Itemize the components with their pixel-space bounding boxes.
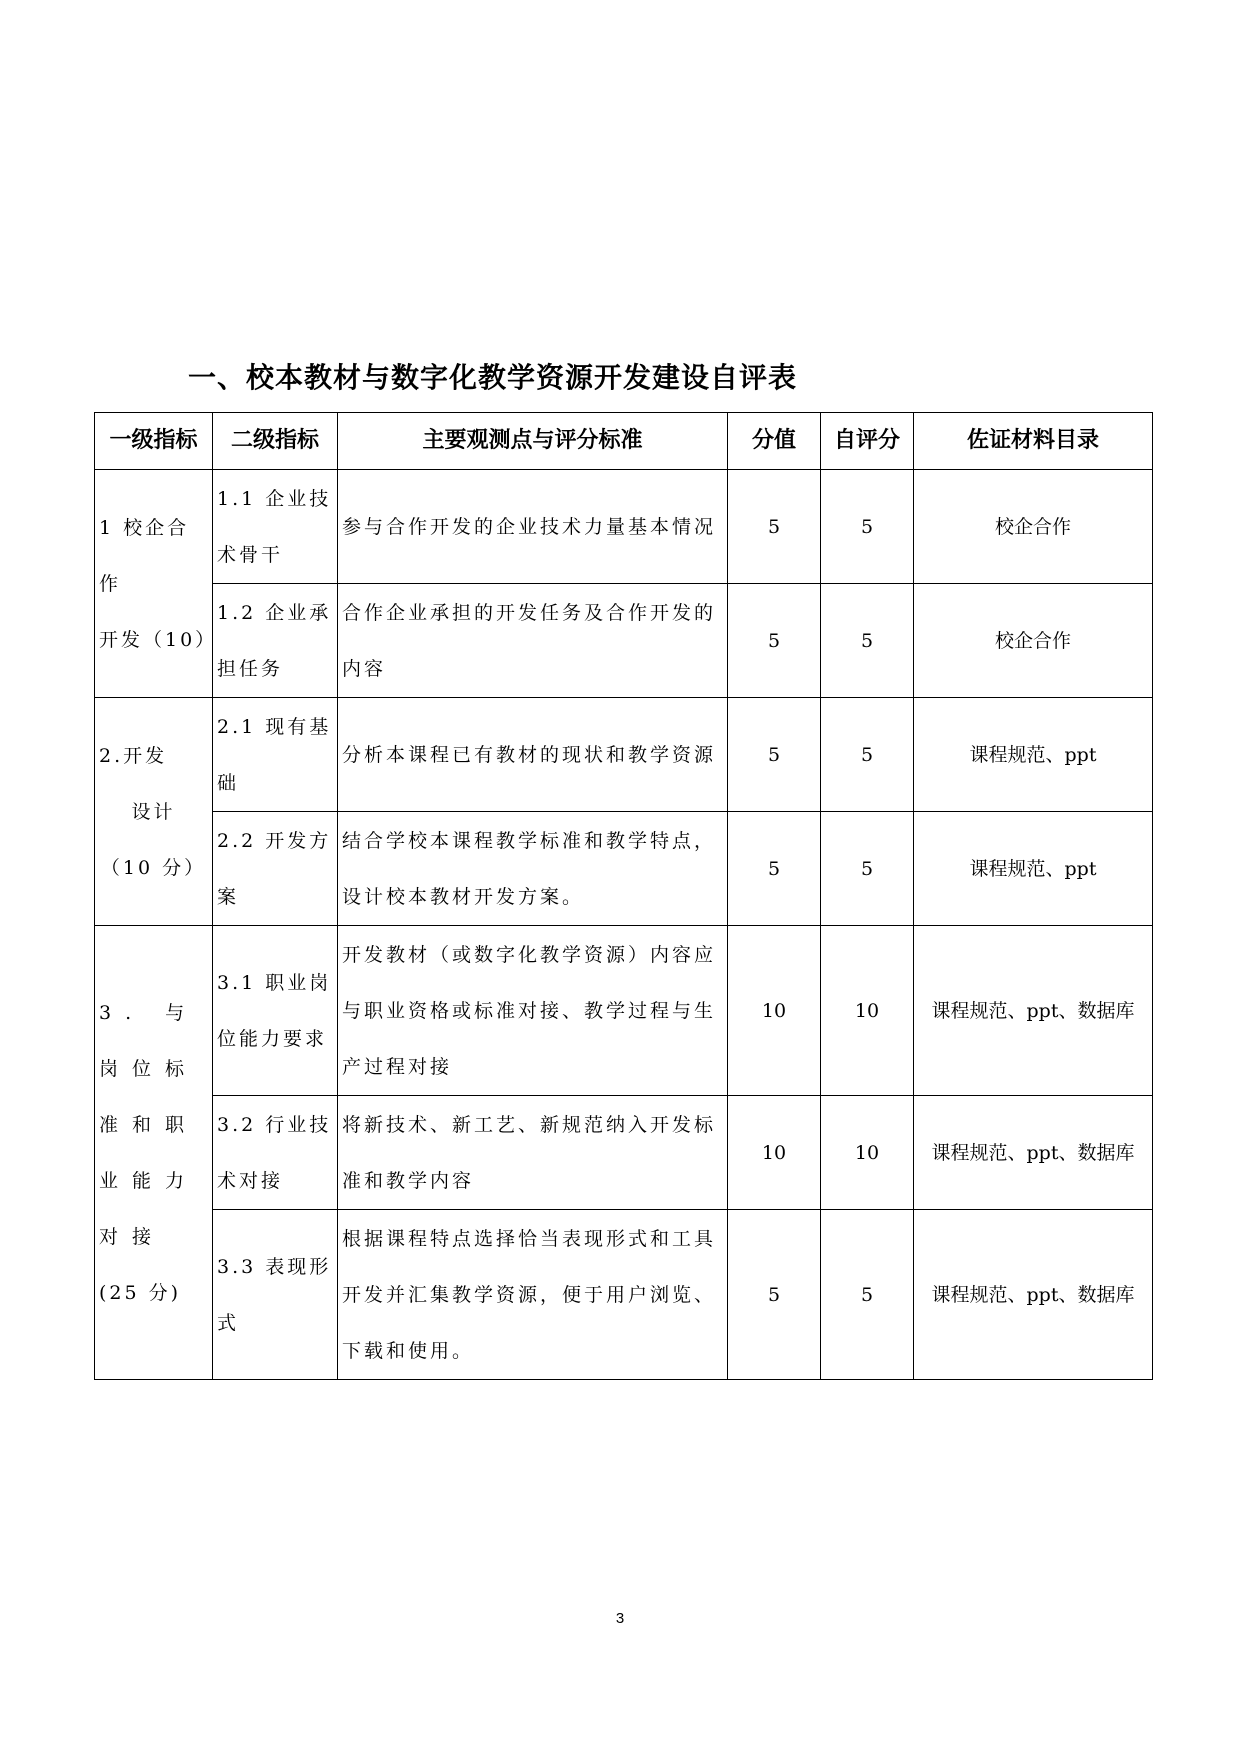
criteria-cell: 将新技术、新工艺、新规范纳入开发标准和教学内容 — [338, 1096, 728, 1210]
score-cell: 5 — [728, 470, 821, 584]
table-row — [95, 1096, 1153, 1210]
score-cell: 5 — [728, 1210, 821, 1380]
header-evidence: 佐证材料目录 — [914, 413, 1153, 470]
level1-line: 1 校企合作 — [99, 516, 190, 595]
self-score-cell: 10 — [821, 926, 914, 1096]
evidence-cell: 校企合作 — [914, 584, 1153, 698]
evidence-cell: 校企合作 — [914, 470, 1153, 584]
header-criteria: 主要观测点与评分标准 — [338, 413, 728, 470]
level1-cell — [95, 926, 213, 1380]
self-score-cell: 5 — [821, 812, 914, 926]
header-score: 分值 — [728, 413, 821, 470]
level1-line: （10 分） — [100, 856, 207, 879]
page-title: 一、校本教材与数字化教学资源开发建设自评表 — [188, 361, 798, 394]
score-cell: 5 — [728, 584, 821, 698]
level2-cell: 3.2 行业技术对接 — [213, 1096, 338, 1210]
score-cell: 10 — [728, 926, 821, 1096]
criteria-cell: 开发教材（或数字化教学资源）内容应与职业资格或标准对接、教学过程与生产过程对接 — [338, 926, 728, 1096]
level1-line: 2.开发 — [99, 744, 168, 767]
level1-cell — [95, 698, 213, 926]
table-row — [95, 698, 1153, 812]
score-cell: 10 — [728, 1096, 821, 1210]
evidence-cell: 课程规范、ppt — [914, 812, 1153, 926]
criteria-cell: 分析本课程已有教材的现状和教学资源 — [338, 698, 728, 812]
level2-cell: 3.1 职业岗位能力要求 — [213, 926, 338, 1096]
self-score-cell: 5 — [821, 470, 914, 584]
table-row — [95, 470, 1153, 584]
level2-cell: 2.1 现有基础 — [213, 698, 338, 812]
level1-line: 3. 与岗位标准和职业能力对接 — [99, 1001, 199, 1248]
header-self-score: 自评分 — [821, 413, 914, 470]
score-cell: 5 — [728, 698, 821, 812]
level2-cell: 2.2 开发方案 — [213, 812, 338, 926]
level1-cell — [95, 470, 218, 698]
table-row — [95, 926, 1153, 1096]
score-cell: 5 — [728, 812, 821, 926]
table-row — [95, 584, 1153, 698]
level1-line: (25 分) — [99, 1281, 182, 1304]
evidence-cell: 课程规范、ppt、数据库 — [914, 926, 1153, 1096]
criteria-cell: 根据课程特点选择恰当表现形式和工具开发并汇集教学资源，便于用户浏览、下载和使用。 — [338, 1210, 728, 1380]
level2-cell: 1.2 企业承担任务 — [213, 584, 338, 698]
table-row — [95, 812, 1153, 926]
level1-line: 设计 — [131, 800, 176, 823]
evidence-cell: 课程规范、ppt、数据库 — [914, 1096, 1153, 1210]
self-score-cell: 10 — [821, 1096, 914, 1210]
self-score-cell: 5 — [821, 698, 914, 812]
level2-cell: 1.1 企业技术骨干 — [213, 470, 338, 584]
header-level2: 二级指标 — [213, 413, 338, 470]
evidence-cell: 课程规范、ppt、数据库 — [914, 1210, 1153, 1380]
page-number: 3 — [615, 1610, 625, 1627]
criteria-cell: 结合学校本课程教学标准和教学特点，设计校本教材开发方案。 — [338, 812, 728, 926]
criteria-cell: 参与合作开发的企业技术力量基本情况 — [338, 470, 728, 584]
level1-line: 开发（10） — [99, 628, 218, 651]
self-score-cell: 5 — [821, 584, 914, 698]
level2-cell: 3.3 表现形式 — [213, 1210, 338, 1380]
header-level1: 一级指标 — [95, 413, 213, 470]
evidence-cell: 课程规范、ppt — [914, 698, 1153, 812]
table-header-row — [95, 413, 1153, 470]
self-score-cell: 5 — [821, 1210, 914, 1380]
criteria-cell: 合作企业承担的开发任务及合作开发的内容 — [338, 584, 728, 698]
self-evaluation-table — [94, 412, 1153, 1380]
table-row — [95, 1210, 1153, 1380]
